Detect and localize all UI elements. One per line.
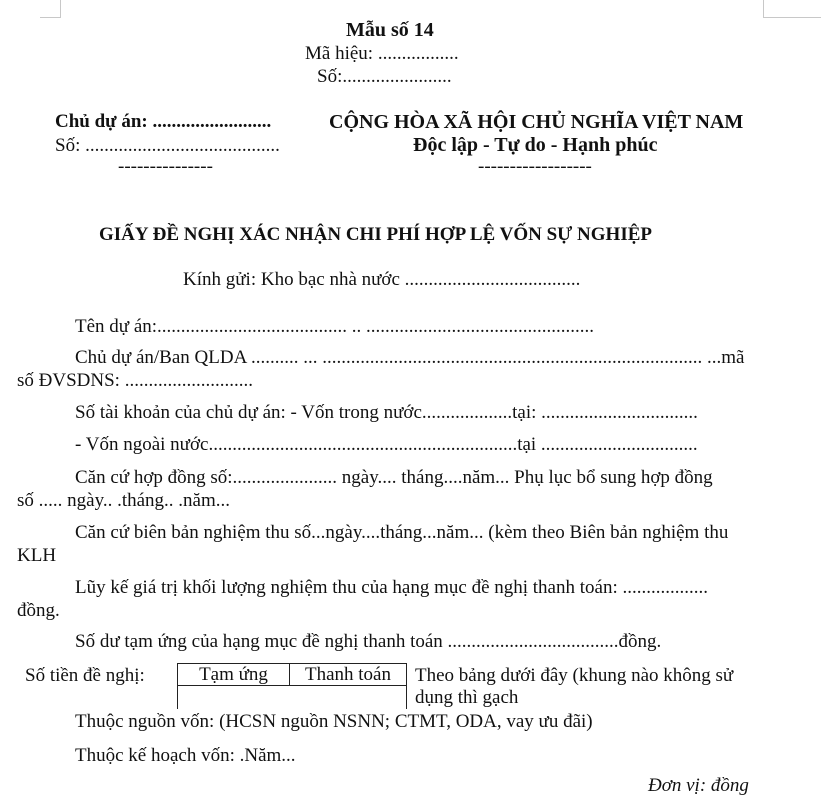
cumulative-line-1: Lũy kế giá trị khối lượng nghiệm thu của hạng mục đề nghị thanh toán: .................. [75,577,708,598]
page-corner-mark-right [763,0,821,18]
box-right-rule [406,685,407,709]
project-owner-label: Chủ dự án: ......................... [55,111,272,132]
page-corner-mark-left [40,0,61,18]
project-name-line: Tên dự án:........................................ .. ................................................ [75,316,595,337]
advance-balance-line: Số dư tạm ứng của hạng mục đề nghị thanh toán ....................................đồng. [75,631,662,652]
currency-unit: Đơn vị: đồng [648,775,749,796]
box-note-line-2: dụng thì gạch [415,687,519,708]
box-note-line-1: Theo bảng dưới đây (khung nào không sử [415,665,734,686]
left-divider: --------------- [118,156,213,177]
nation-heading: CỘNG HÒA XÃ HỘI CHỦ NGHĨA VIỆT NAM [329,111,744,133]
payment-type-boxes [177,663,407,709]
addressee-line: Kính gửi: Kho bạc nhà nước ..................................... [183,269,581,290]
funding-plan-line: Thuộc kế hoạch vốn: .Năm... [75,745,296,766]
dvsdns-line: số ĐVSDNS: ........................... [17,370,253,391]
foreign-account-line: - Vốn ngoài nước.................................................................tại ................................. [75,434,698,455]
cumulative-line-2: đồng. [17,600,60,621]
number-field: Số:....................... [317,66,452,87]
owner-board-line: Chủ dự án/Ban QLDA .......... ... ................................................................................ ...mã [75,347,745,368]
code-field: Mã hiệu: ................. [305,43,459,64]
right-divider: ------------------ [478,156,592,177]
owner-doc-number: Số: ......................................... [55,135,280,156]
document-title: GIẤY ĐỀ NGHỊ XÁC NHẬN CHI PHÍ HỢP LỆ VỐN SỰ NGHIỆP [99,224,652,245]
domestic-account-line: Số tài khoản của chủ dự án: - Vốn trong nước...................tại: ................................. [75,402,698,423]
contract-line-1: Căn cứ hợp đồng số:...................... ngày.... tháng....năm... Phụ lục bổ sung hợp đồng [75,467,713,488]
amount-requested-label: Số tiền đề nghị: [25,665,145,686]
acceptance-line-2: KLH [17,545,57,566]
acceptance-line-1: Căn cứ biên bản nghiệm thu số...ngày....tháng...năm... (kèm theo Biên bản nghiệm thu [75,522,729,543]
payment-box: Thanh toán [289,663,407,686]
advance-box: Tạm ứng [177,663,290,686]
box-left-rule [177,685,178,709]
contract-line-2: số ..... ngày.. .tháng.. .năm... [17,490,231,511]
motto: Độc lập - Tự do - Hạnh phúc [413,134,658,156]
funding-source-line: Thuộc nguồn vốn: (HCSN nguồn NSNN; CTMT, ODA, vay ưu đãi) [75,711,593,732]
form-number: Mẫu số 14 [346,19,434,41]
